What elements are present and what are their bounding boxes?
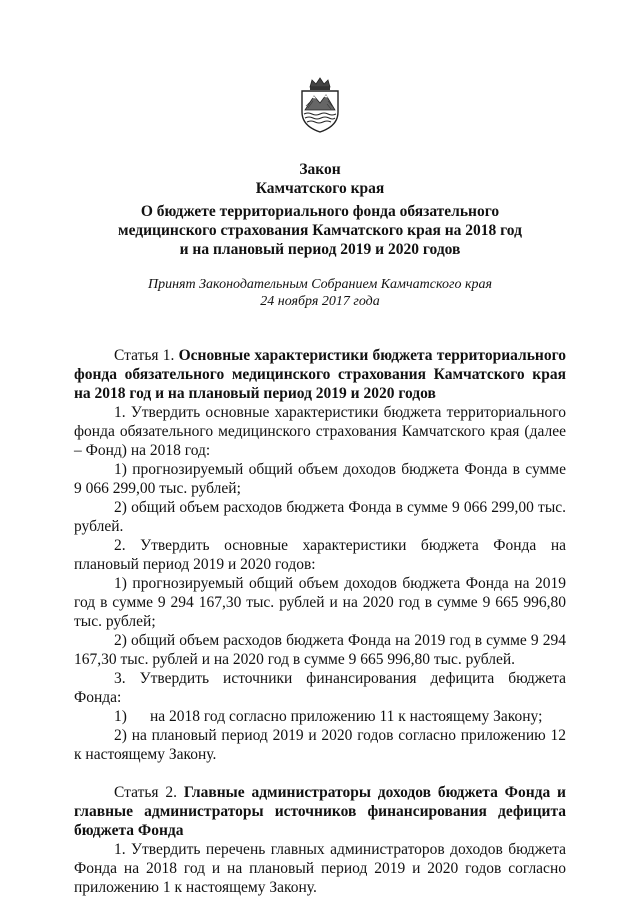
article-1-paragraph: 1) прогнозируемый общий объем доходов бюджета Фонда на 2019 год в сумме 9 294 167,30 тыс. рублей и на 2020 год в сумме 9 665 996,80 тыс. рублей; (74, 575, 566, 630)
article-1-paragraph: 2) общий объем расходов бюджета Фонда в сумме 9 066 299,00 тыс. рублей. (74, 499, 566, 535)
article-2-label: Статья 2. (114, 784, 184, 801)
article-1-paragraph: 2) на плановый период 2019 и 2020 годов согласно приложению 12 к настоящему Закону. (74, 727, 566, 763)
law-body (74, 346, 566, 897)
article-2-heading (74, 783, 566, 840)
coat-of-arms-emblem (296, 76, 344, 134)
section-gap (74, 764, 566, 783)
article-2-title: Главные администраторы доходов бюджета Фонда и главные администраторы источников финансирования дефицита бюджета Фонда (74, 784, 566, 839)
law-subject-line: медицинского страхования Камчатского края на 2018 год (118, 222, 522, 239)
article-1-label: Статья 1. (114, 347, 179, 364)
law-region: Камчатского края (255, 180, 385, 197)
list-text: на 2018 год согласно приложению 11 к настоящему Закону; (150, 708, 543, 725)
article-1-paragraph: 1) прогнозируемый общий объем доходов бюджета Фонда в сумме 9 066 299,00 тыс. рублей; (74, 461, 566, 497)
adoption-note (60, 276, 580, 310)
article-1-title: Основные характеристики бюджета территориального фонда обязательного медицинского страхования Камчатского края на 2018 год и на плановый период 2019 и 2020 годов (74, 347, 566, 402)
article-1-paragraph: 1. Утвердить основные характеристики бюджета территориального фонда обязательного медицинского страхования Камчатского края (далее – Фонд) на 2018 год: (74, 404, 566, 459)
adopted-date: 24 ноября 2017 года (260, 294, 380, 309)
law-word: Закон (299, 161, 341, 178)
article-1-heading (74, 346, 566, 403)
article-1-paragraph: 2) общий объем расходов бюджета Фонда на 2019 год в сумме 9 294 167,30 тыс. рублей и на 2020 год в сумме 9 665 996,80 тыс. рублей. (74, 632, 566, 668)
article-1-paragraph (74, 707, 566, 726)
law-subject-line: О бюджете территориального фонда обязательного (140, 203, 500, 220)
adopted-by: Принят Законодательным Собранием Камчатского края (147, 277, 493, 292)
article-2-paragraph: 1. Утвердить перечень главных администраторов доходов бюджета Фонда на 2018 год и на плановый период 2019 и 2020 годов согласно приложению 1 к настоящему Закону. (74, 841, 566, 896)
article-1-paragraph: 2. Утвердить основные характеристики бюджета Фонда на плановый период 2019 и 2020 годов: (74, 537, 566, 573)
list-number: 1) (114, 708, 127, 725)
article-1-paragraph: 3. Утвердить источники финансирования дефицита бюджета Фонда: (74, 670, 566, 706)
law-subject (60, 202, 580, 259)
law-subject-line: и на плановый период 2019 и 2020 годов (179, 241, 461, 258)
law-heading (60, 160, 580, 198)
